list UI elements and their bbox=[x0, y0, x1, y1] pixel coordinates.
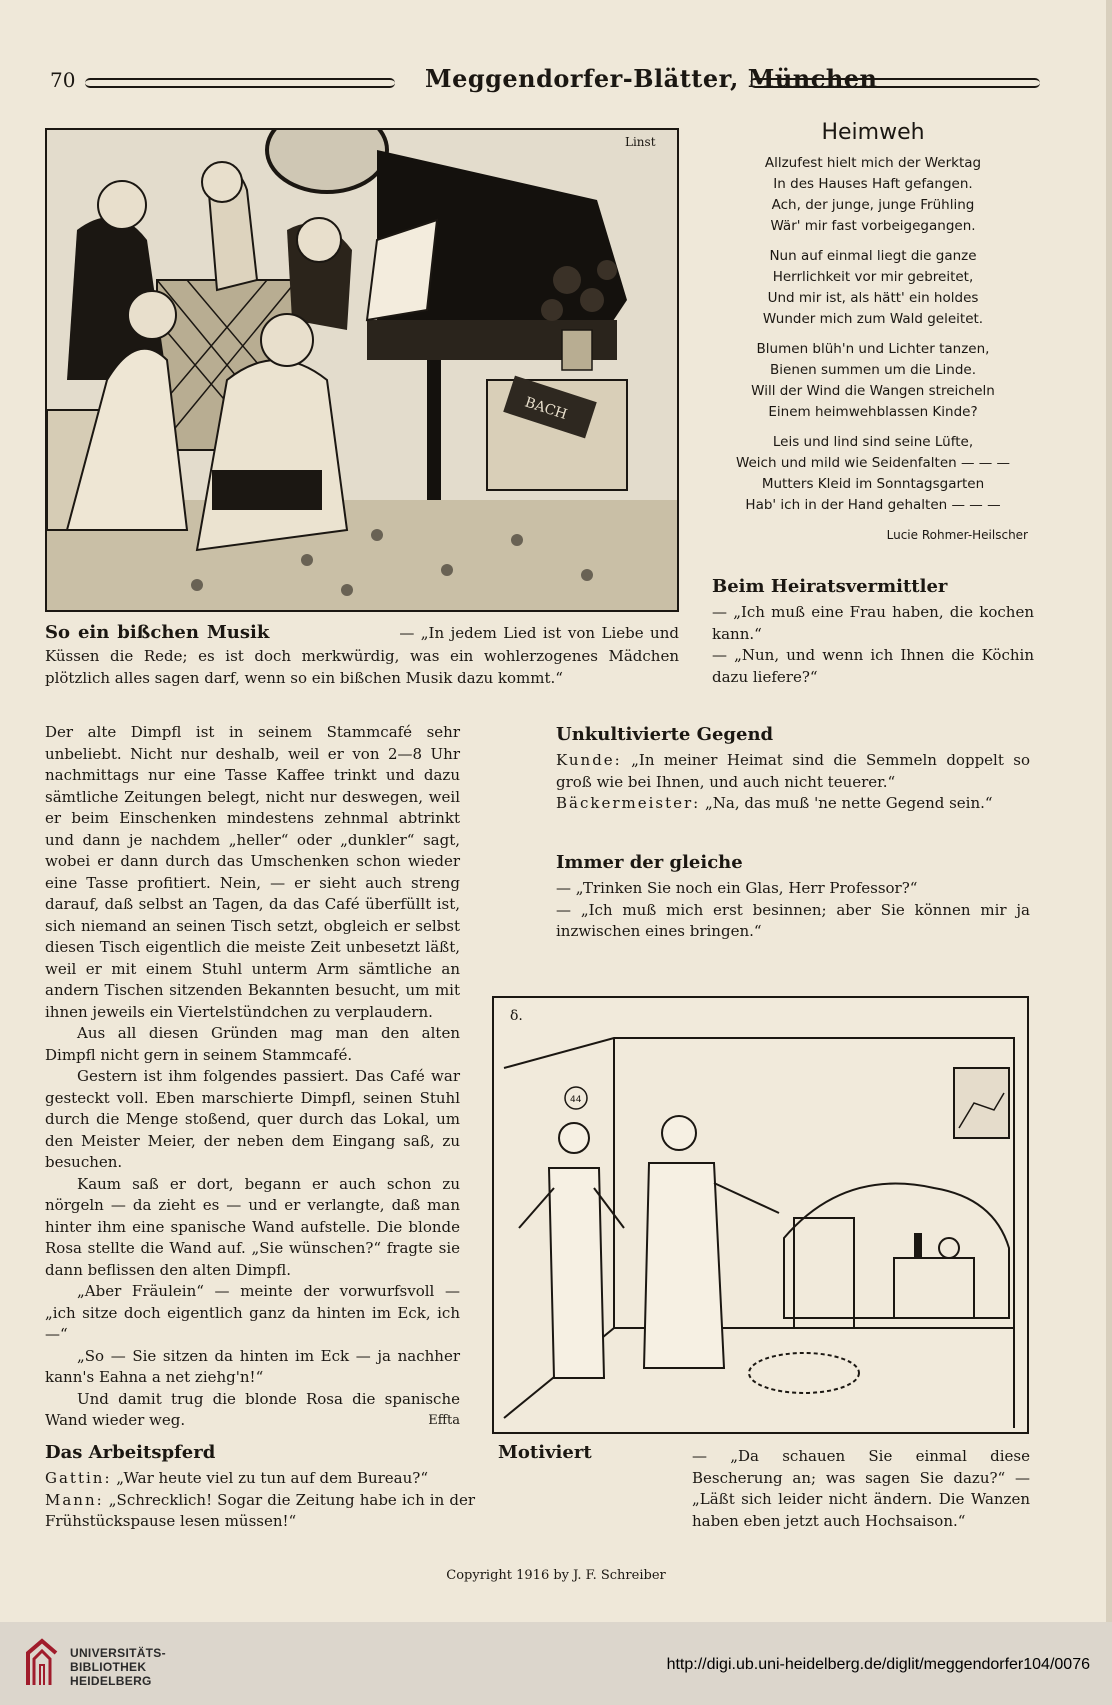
poem-line: Mutters Kleid im Sonntagsgarten bbox=[761, 476, 985, 492]
arbeitspferd-speaker-2: Mann: bbox=[45, 1490, 104, 1509]
illustration1-signature: Linst bbox=[625, 135, 656, 149]
ornament-left bbox=[85, 78, 395, 88]
caption-music bbox=[45, 620, 679, 689]
caption-music-title: So ein bißchen Musik bbox=[45, 622, 270, 643]
caption-music-text: — „In jedem Lied ist von Liebe und Küssen die Rede; es ist doch merkwürdig, was ein wohlerzogenes Mädchen plötzlich alles sagen darf, wenn so ein bißchen Musik dazu kommt.“ bbox=[45, 624, 679, 687]
heirat-line-2: — „Nun, und wenn ich Ihnen die Köchin dazu liefere?“ bbox=[712, 646, 1034, 686]
book-label: BACH bbox=[522, 394, 569, 424]
illustration2-signature: δ. bbox=[510, 1008, 523, 1024]
section-arbeitspferd bbox=[45, 1440, 475, 1533]
unkultiviert-speaker-1: Kunde: bbox=[556, 751, 622, 769]
motiviert-title: Motiviert bbox=[498, 1442, 592, 1463]
poem-stanza-3 bbox=[712, 339, 1034, 423]
music-salon-drawing bbox=[47, 130, 677, 610]
story-paragraph: Gestern ist ihm folgendes passiert. Das Café war gesteckt voll. Eben marschierte Dimpfl, seinen Stuhl durch die Menge stoßend, quer durch das Lokal, um den Meister Meier, der neben dem Eingang saß, zu besuchen. bbox=[45, 1067, 460, 1171]
poem-stanza-4 bbox=[712, 432, 1034, 516]
poem-line: Nun auf einmal liegt die ganze bbox=[769, 248, 977, 264]
story-paragraph bbox=[45, 1389, 460, 1432]
poem-line: Will der Wind die Wangen streicheln bbox=[751, 383, 995, 399]
viewer-footer bbox=[0, 1622, 1112, 1705]
page-number: 70 bbox=[50, 68, 76, 92]
bedroom-drawing bbox=[494, 998, 1027, 1432]
section-motiviert-text bbox=[692, 1446, 1030, 1532]
story-paragraph: Kaum saß er dort, begann er auch schon zu nörgeln — da zieht es — und er verlangte, daß man hinter ihm eine spanische Wand aufstelle. Die blonde Rosa stellte die Wand auf. „Sie wünschen?“ fragte sie dann beflissen den alten Dimpfl. bbox=[45, 1174, 460, 1279]
immer-line-2: — „Ich muß mich erst besinnen; aber Sie können mir ja inzwischen eines bringen.“ bbox=[556, 900, 1030, 940]
poem-line: Wunder mich zum Wald geleitet. bbox=[762, 311, 984, 327]
masthead-title: Meggendorfer-Blätter, München bbox=[425, 64, 878, 93]
arbeitspferd-line-2: „Schrecklich! Sogar die Zeitung habe ich in der Frühstückspause lesen müssen!“ bbox=[45, 1490, 475, 1530]
poem-line: Hab' ich in der Hand gehalten — — — bbox=[745, 497, 1001, 513]
poem-heimweh bbox=[712, 122, 1034, 546]
story-last-line: Und damit trug die blonde Rosa die spanische Wand wieder weg. bbox=[45, 1389, 460, 1429]
arbeitspferd-line-1: „War heute viel zu tun auf dem Bureau?“ bbox=[116, 1469, 428, 1487]
university-logo-text bbox=[70, 1646, 166, 1688]
arbeitspferd-speaker-1: Gattin: bbox=[45, 1469, 112, 1487]
section-heiratsvermittler bbox=[712, 574, 1034, 688]
illustration-bedroom bbox=[492, 996, 1029, 1434]
immer-line-1: — „Trinken Sie noch ein Glas, Herr Professor?“ bbox=[556, 879, 918, 897]
heirat-line-1: — „Ich muß eine Frau haben, die kochen kann.“ bbox=[712, 603, 1034, 643]
unkultiviert-line-1: „In meiner Heimat sind die Semmeln doppelt so groß wie bei Ihnen, und auch nicht teuerer.“ bbox=[556, 751, 1030, 791]
illustration-music-salon bbox=[45, 128, 679, 612]
poem-line: Einem heimwehblassen Kinde? bbox=[768, 404, 978, 420]
poem-line: Blumen blüh'n und Lichter tanzen, bbox=[756, 341, 990, 357]
poem-line: Bienen summen um die Linde. bbox=[770, 362, 976, 378]
poem-line: In des Hauses Haft gefangen. bbox=[773, 176, 973, 192]
story-paragraph: „Aber Fräulein“ — meinte der vorwurfsvoll — „ich sitze doch eigentlich ganz da hinten im Eck, ich —“ bbox=[45, 1282, 460, 1343]
logo-line: BIBLIOTHEK bbox=[70, 1660, 147, 1674]
unkultiviert-speaker-2: Bäckermeister: bbox=[556, 794, 701, 812]
section-unkultiviert bbox=[556, 722, 1030, 815]
page-header bbox=[45, 64, 1035, 100]
heirat-title: Beim Heiratsvermittler bbox=[712, 576, 948, 597]
poem-author: Lucie Rohmer-Heilscher bbox=[886, 528, 1028, 542]
source-url-link[interactable]: http://digi.ub.uni-heidelberg.de/diglit/meggendorfer104/0076 bbox=[666, 1656, 1090, 1673]
poem-line: Und mir ist, als hätt' ein holdes bbox=[767, 290, 979, 306]
story-author: Effta bbox=[428, 1413, 460, 1428]
copyright: Copyright 1916 by J. F. Schreiber bbox=[446, 1568, 666, 1583]
unkultiviert-title: Unkultivierte Gegend bbox=[556, 724, 774, 745]
story-paragraph: „So — Sie sitzen da hinten im Eck — ja nachher kann's Eahna a net ziehg'n!“ bbox=[45, 1346, 460, 1386]
logo-line: HEIDELBERG bbox=[70, 1674, 152, 1688]
poem-line: Wär' mir fast vorbeigegangen. bbox=[770, 218, 976, 234]
section-immer-gleiche bbox=[556, 850, 1030, 943]
ornament-right bbox=[750, 78, 1040, 88]
poem-stanza-1 bbox=[712, 153, 1034, 237]
story-paragraph: Der alte Dimpfl ist in seinem Stammcafé sehr unbeliebt. Nicht nur deshalb, weil er von 2—8 Uhr nachmittags nur eine Tasse Kaffee trinkt und dazu sämtliche Zeitungen belegt, nicht nur deswegen, weil er beim Einschenken mindestens zehnmal abtrinkt und dann je nachdem „heller“ oder „dunkler“ sagt, wobei er dann durch das Umschenken schon wieder eine Tasse profitiert. Nein, — er sieht auch streng darauf, daß selbst an Tagen, da das Café überfüllt ist, sich niemand an seinen Tisch setzt, obgleich er selbst diesen Tisch eigentlich die meiste Zeit unbesetzt läßt, weil er mit einem Stuhl unterm Arm sämtliche an andern Tischen sitzenden Bekannten besucht, um mit ihnen jeweils ein Viertelstündchen zu verplaudern. bbox=[45, 723, 460, 1021]
poem-line: Herrlichkeit vor mir gebreitet, bbox=[772, 269, 974, 285]
immer-title: Immer der gleiche bbox=[556, 852, 743, 873]
section-motiviert-title bbox=[498, 1440, 668, 1468]
motiviert-text: — „Da schauen Sie einmal diese Bescherung an; was sagen Sie dazu?“ — „Läßt sich leider nicht ändern. Die Wanzen haben eben jetzt auch Hochsaison.“ bbox=[692, 1447, 1030, 1530]
story-paragraph: Aus all diesen Gründen mag man den alten Dimpfl nicht gern in seinem Stammcafé. bbox=[45, 1024, 460, 1064]
logo-line: UNIVERSITÄTS- bbox=[70, 1646, 166, 1660]
poem-stanza-2 bbox=[712, 246, 1034, 330]
university-logo-icon bbox=[22, 1635, 62, 1691]
poem-line: Leis und lind sind seine Lüfte, bbox=[772, 434, 974, 450]
story-column bbox=[45, 722, 460, 1432]
unkultiviert-line-2: „Na, das muß 'ne nette Gegend sein.“ bbox=[705, 794, 993, 812]
arbeitspferd-title: Das Arbeitspferd bbox=[45, 1442, 216, 1463]
door-number: 44 bbox=[570, 1095, 582, 1105]
poem-line: Ach, der junge, junge Frühling bbox=[771, 197, 975, 213]
poem-title: Heimweh bbox=[821, 120, 925, 145]
poem-line: Weich und mild wie Seidenfalten — — — bbox=[735, 455, 1011, 471]
poem-line: Allzufest hielt mich der Werktag bbox=[764, 155, 982, 171]
